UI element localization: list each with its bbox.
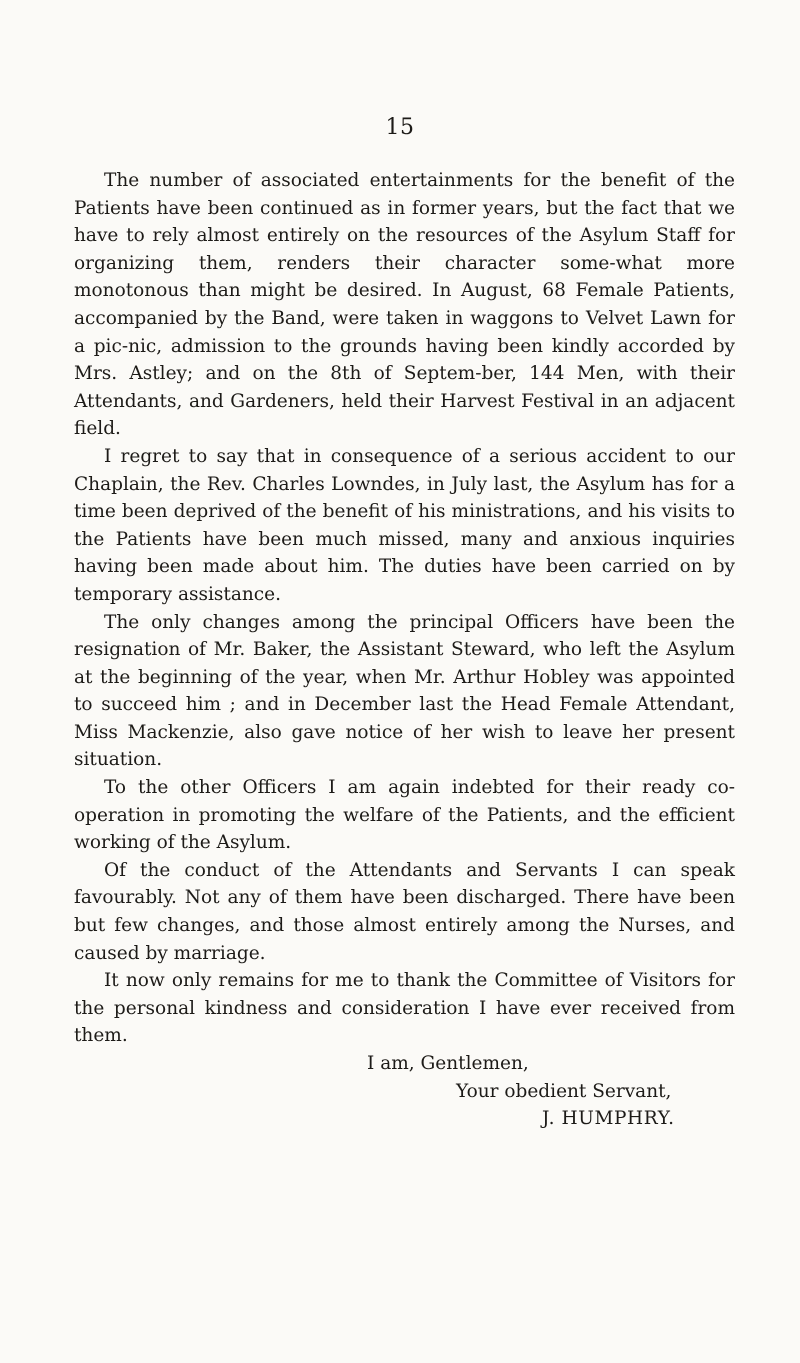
paragraph-chaplain: I regret to say that in consequence of a serious accident to our Chaplain, the Rev. Charles Lowndes, in July last, the Asylum has for a time been deprived of the benefit of his ministrations, and his visits to the Patients have been much missed, many and anxious inquiries having been made about him. The duties have been carried on by temporary assistance. (74, 445, 735, 605)
paragraph-officer-changes: The only changes among the principal Officers have been the resignation of Mr. Baker, the Assistant Steward, who left the Asylum at the beginning of the year, when Mr. Arthur Hobley was appointed to succeed him ; and in December last the Head Female Attendant, Miss Mackenzie, also gave notice of her wish to leave her present situation. (74, 611, 735, 771)
page-number: 15 (385, 115, 415, 140)
closing: Your obedient Servant, (456, 1080, 672, 1102)
signature: J. HUMPHRY. (542, 1108, 675, 1130)
paragraph-committee-thanks: It now only remains for me to thank the Committee of Visitors for the personal kindness and consideration I have ever received from them. (74, 970, 735, 1047)
report-body (74, 167, 735, 1133)
paragraph-attendants: Of the conduct of the Attendants and Servants I can speak favourably. Not any of them have been discharged. There have been but few changes, and those almost entirely among the Nurses, and caused by marriage. (74, 859, 735, 964)
signoff-block (74, 1050, 735, 1133)
salutation: I am, Gentlemen, (367, 1053, 529, 1074)
paragraph-officers-thanks: To the other Officers I am again indebted for their ready co-operation in promoting the welfare of the Patients, and the efficient working of the Asylum. (74, 777, 735, 854)
paragraph-entertainments: The number of associated entertainments for the benefit of the Patients have been continued as in former years, but the fact that we have to rely almost entirely on the resources of the Asylum Staff for organizing them, renders their character some-what more monotonous than might be desired. In August, 68 Female Patients, accompanied by the Band, were taken in waggons to Velvet Lawn for a pic-nic, admission to the grounds having been kindly accorded by Mrs. Astley; and on the 8th of Septem-ber, 144 Men, with their Attendants, and Gardeners, held their Harvest Festival in an adjacent field. (74, 170, 735, 440)
